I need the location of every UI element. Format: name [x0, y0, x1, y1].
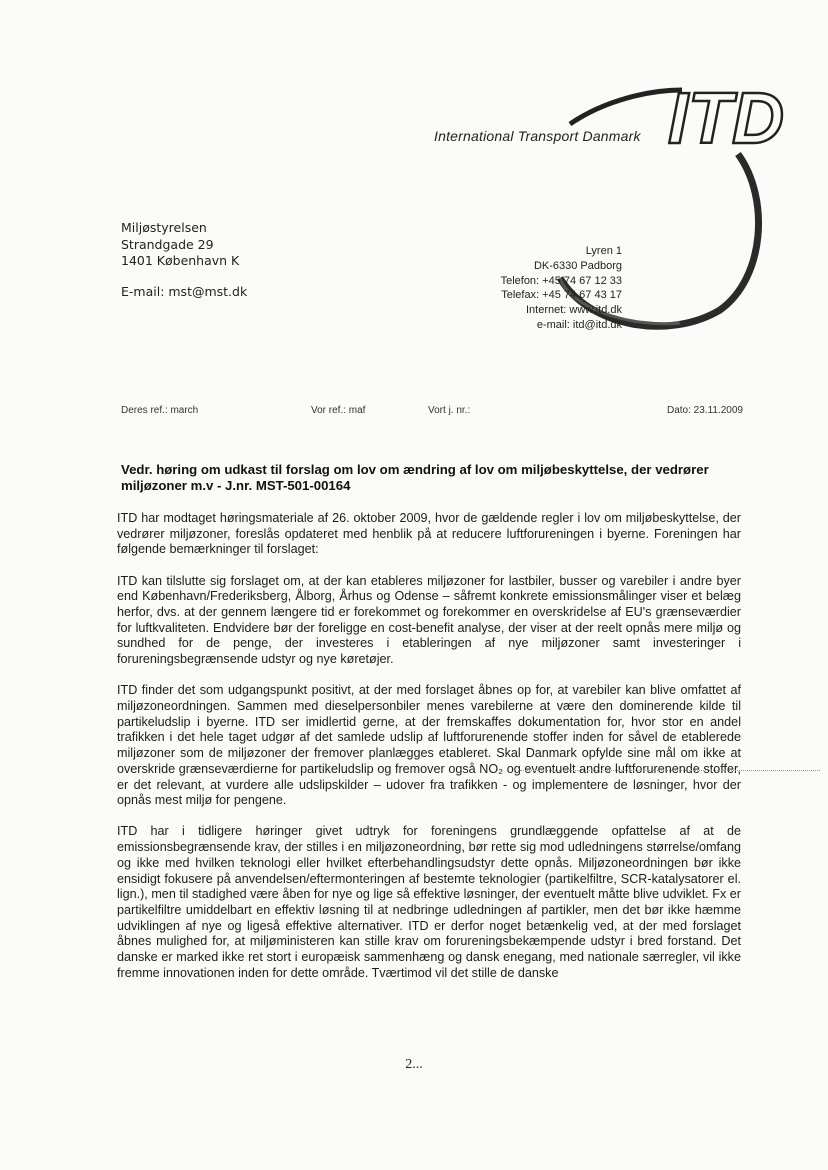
contact-line: DK-6330 Padborg: [533, 259, 622, 272]
recipient-line: 1401 København K: [121, 253, 240, 268]
contact-line: Lyren 1: [585, 245, 622, 257]
date: Dato: 23.11.2009: [667, 405, 743, 416]
contact-block: [422, 244, 622, 333]
org-name: International Transport Danmark: [434, 128, 641, 144]
paragraph: ITD har modtaget høringsmateriale af 26. oktober 2009, hvor de gældende regler i lov om miljøbeskyttelse, der vedrører miljøzoner, foreslås opdateret med henblik på at reducere luftforureningen i byerne. Foreningen har følgende bemærkninger til forslaget:: [117, 511, 741, 557]
page-number: 2...: [405, 1057, 423, 1072]
paragraph: ITD finder det som udgangspunkt positivt, at der med forslaget åbnes op for, at varebiler kan blive omfattet af miljøzoneordningen. Sammen med dieselpersonbiler menes varebilerne at være den dominerende kilde til partikeludslip i byerne. ITD ser imidlertid gerne, at der fremskaffes dokumentation for, hvor stor en andel trafikken i det hele taget udgør af det samlede udslip af luftforurenende stoffer inden for såvel de etablerede miljøzoner som de miljøzoner der fremover planlægges etableret. Skal Danmark opfylde sine mål om ikke at overskride grænseværdierne for partikeludslip og fremover også NO₂ og eventuelt andre luftforurenende stoffer, er det relevant, at vurdere alle udslipskilder – udover fra trafikken - og implementere de løsninger, hvor der opnås mest miljø for pengene.: [117, 683, 741, 808]
recipient-line: Miljøstyrelsen: [121, 220, 207, 235]
vort-jnr: Vort j. nr.:: [428, 405, 471, 416]
contact-line: Telefon: +45 74 67 12 33: [500, 274, 622, 287]
letterhead: [420, 78, 800, 378]
letter-body: [117, 511, 741, 997]
vor-ref: Vor ref.: maf: [311, 405, 366, 416]
recipient-line: Strandgade 29: [121, 236, 214, 252]
reference-row: [121, 405, 743, 419]
deres-ref: Deres ref.: march: [121, 405, 199, 416]
contact-line: Telefax: +45 74 67 43 17: [501, 289, 622, 302]
logo-letters: ITD: [668, 79, 784, 159]
letter-subject: Vedr. høring om udkast til forslag om lov om ændring af lov om miljøbeskyttelse, der vedrører miljøzoner m.v - J.nr. MST-501-00164: [121, 462, 709, 493]
contact-line: Internet: www.itd.dk: [526, 304, 622, 317]
recipient-address: [121, 220, 247, 300]
contact-line: e-mail: itd@itd.dk: [536, 318, 622, 331]
itd-logo-icon: [420, 78, 800, 378]
paragraph: ITD kan tilslutte sig forslaget om, at der kan etableres miljøzoner for lastbiler, busser og varebiler i andre byer end København/Frederiksberg, Ålborg, Århus og Odense – såfremt konkrete emissionsmålinger viser et belæg herfor, dvs. at der gennem længere tid er forekommet og forekommer en overskridelse af EU's grænseværdier for luftkvaliteten. Endvidere bør der foreligge en cost-benefit analyse, der viser at der reelt opnås mere miljø og sundhed for de penge, der investeres i etableringen af nye miljøzoner samt investeringer i forureningsbegrænsende udstyr og nye køretøjer.: [117, 573, 741, 667]
paragraph: ITD har i tidligere høringer givet udtryk for foreningens grundlæggende opfattelse af at de emissionsbegrænsende krav, der stilles i en miljøzoneordning, bør rette sig mod udledningens størrelse/omfang og ikke med hvilken teknologi eller hvilket efterbehandlingsudstyr dette opnås. Miljøzoneordningen bør ikke ensidigt fokusere på anvendelsen/eftermonteringen af bestemte teknologier (partikelfiltre, SCR-katalysatorer el. lign.), men til stadighed være åben for nye og lige så effektive løsninger, der eventuelt måtte blive udviklet. Fx er partikelfiltre umiddelbart en effektiv løsning til at nedbringe udledningen af partikler, men det bør ikke hæmme udviklingen af nye og ligeså effektive alternativer. ITD er derfor noget betænkelig ved, at der med forslaget åbnes mulighed for, at miljøministeren kan stille krav om forureningsbekæmpende udstyr i bred forstand. Det danske er marked ikke ret stort i europæisk sammenhæng og dansk enegang, med nationale særregler, vil ikke fremme innovationen inden for dette område. Tværtimod vil det stille de danske: [117, 824, 741, 980]
recipient-email: E-mail: mst@mst.dk: [121, 283, 248, 299]
scan-artifact-line: [520, 770, 820, 771]
